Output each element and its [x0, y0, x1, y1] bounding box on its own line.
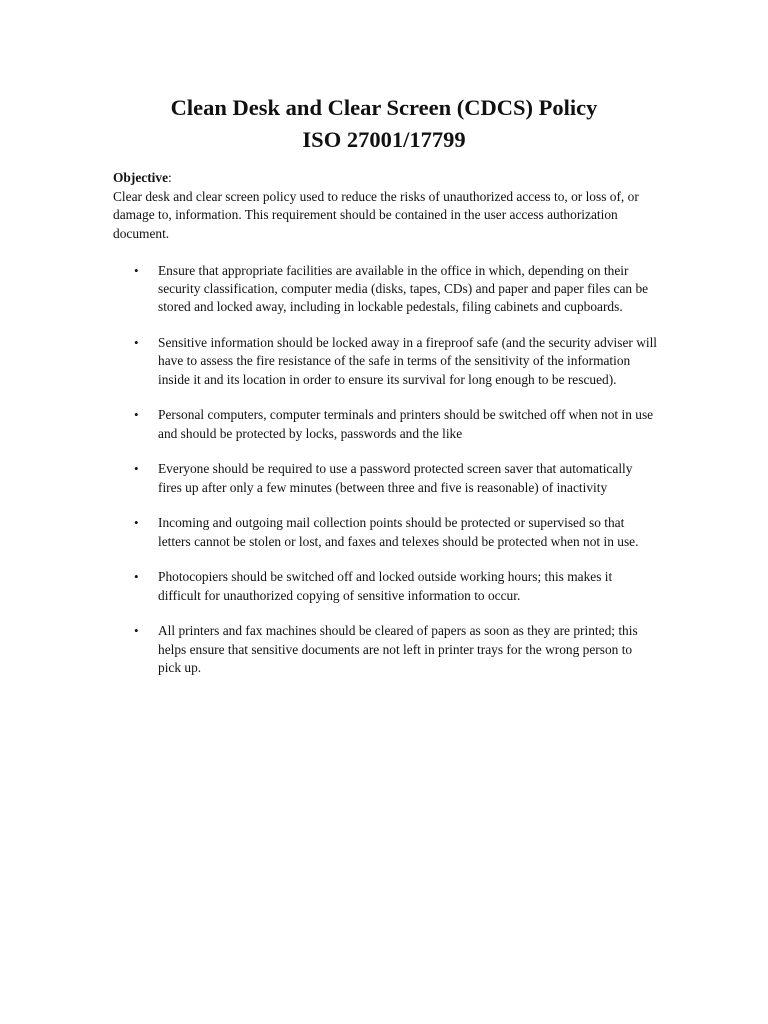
objective-heading: Objective: [113, 170, 169, 185]
objective-section: [113, 169, 653, 243]
policy-bullet-text: All printers and fax machines should be cleared of papers as soon as they are printed; this helps ensure that sensitive documents are not left in printer trays for the wrong person to pick up.: [158, 623, 638, 675]
policy-bullet-item: [113, 334, 658, 389]
document-title: [0, 92, 768, 156]
policy-bullet-list: [113, 262, 658, 695]
policy-bullet-item: [113, 622, 658, 677]
policy-bullet-item: [113, 406, 658, 442]
policy-bullet-text: Sensitive information should be locked away in a fireproof safe (and the security adviser will have to assess the fire resistance of the safe in terms of the sensitivity of the information inside it and its location in order to ensure its survival for long enough to be rescued).: [158, 335, 658, 387]
policy-bullet-text: Ensure that appropriate facilities are available in the office in which, depending on their security classification, computer media (disks, tapes, CDs) and paper and paper files can be stored and locked away, including in lockable pedestals, filing cabinets and cupboards.: [158, 263, 649, 315]
policy-bullet-text: Personal computers, computer terminals and printers should be switched off when not in use and should be protected by locks, passwords and the like: [158, 407, 654, 441]
policy-bullet-item: [113, 262, 658, 317]
bullet-icon: •: [134, 461, 139, 477]
policy-bullet-item: [113, 460, 658, 496]
policy-bullet-item: [113, 514, 658, 550]
title-line-1: Clean Desk and Clear Screen (CDCS) Policy: [170, 95, 598, 120]
bullet-icon: •: [134, 515, 139, 531]
title-line-2: ISO 27001/17799: [302, 127, 466, 152]
policy-bullet-text: Incoming and outgoing mail collection points should be protected or supervised so that letters cannot be stolen or lost, and faxes and telexes should be protected when not in use.: [158, 515, 639, 549]
policy-bullet-text: Photocopiers should be switched off and locked outside working hours; this makes it difficult for unauthorized copying of sensitive information to occur.: [158, 569, 613, 603]
policy-bullet-text: Everyone should be required to use a password protected screen saver that automatically fires up after only a few minutes (between three and five is reasonable) of inactivity: [158, 461, 633, 495]
bullet-icon: •: [134, 407, 139, 423]
objective-text: Clear desk and clear screen policy used to reduce the risks of unauthorized access to, or loss of, or damage to, information. This requirement should be contained in the user access authorization document.: [113, 188, 639, 241]
policy-bullet-item: [113, 568, 658, 604]
bullet-icon: •: [134, 263, 139, 278]
bullet-icon: •: [134, 335, 139, 351]
objective-colon: :: [168, 170, 172, 185]
objective-heading-row: [113, 169, 653, 188]
bullet-icon: •: [134, 569, 139, 585]
bullet-icon: •: [134, 623, 139, 639]
